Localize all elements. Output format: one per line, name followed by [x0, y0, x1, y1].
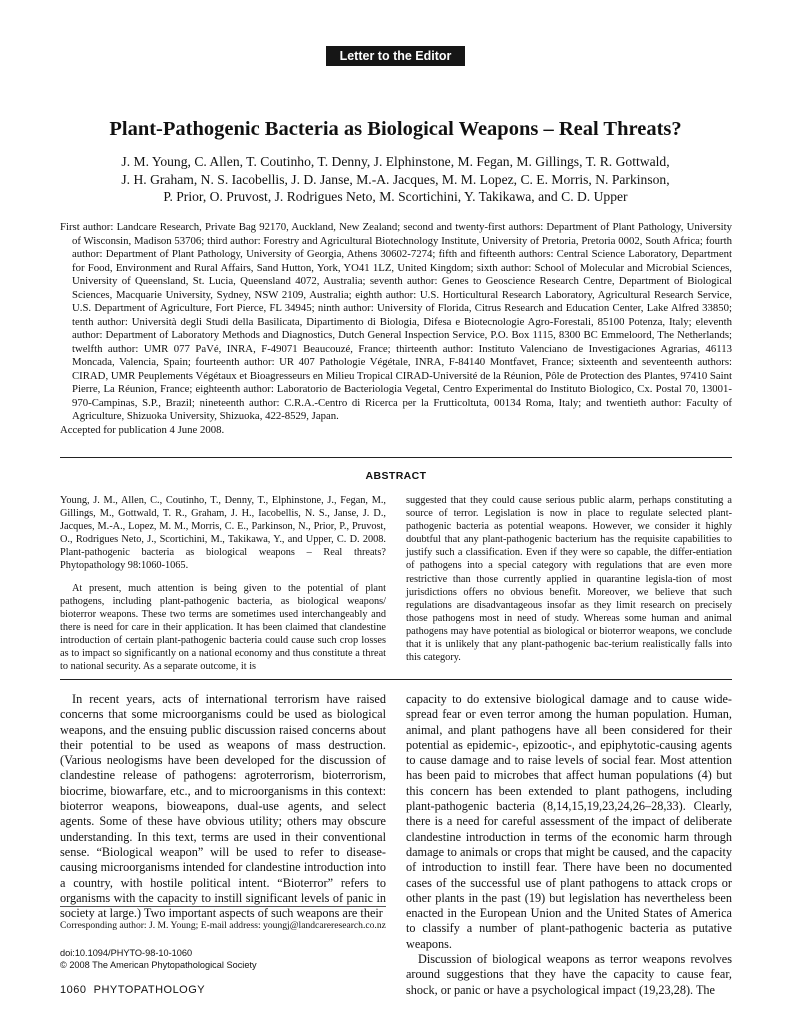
article-type-banner: Letter to the Editor	[326, 46, 465, 66]
accepted-date: Accepted for publication 4 June 2008.	[60, 423, 225, 436]
author-list	[40, 153, 751, 206]
body-paragraph: Discussion of biological weapons as terror weapons revolves around suggestions that they have the capacity to cause fear, shock, or panic or have a psychological impact (19,23,28). The	[406, 952, 732, 997]
article-title: Plant-Pathogenic Bacteria as Biological Weapons – Real Threats?	[109, 118, 682, 140]
abstract-text-right: suggested that they could cause serious public alarm, perhaps constituting a source of terror. Legislation is now in place to regulate selected plant-pathogenic bacteria as potential weapons. However, we consider it highly doubtful that any plant-pathogenic bacterium has the requisite capabilities to justify such a classification. Even if they were so capable, the differ-entiation of pathogens into a special category with regulations that are even more restrictive than those currently applied in quarantine legisla-tion of most jurisdictions offers no obvious benefit. Moreover, we believe that such regulations are disadvantageous insofar as they limit research on precisely those pathogens most in need of study. Whereas some human and animal pathogens may have potential as biological or bioterror weapons, we conclude that it is unlikely that any plant-pathogenic bac-terium realistically falls into this category.	[406, 495, 732, 664]
affiliations-block	[60, 221, 732, 437]
abstract-citation: Young, J. M., Allen, C., Coutinho, T., Denny, T., Elphinstone, J., Fegan, M., Gillings, M., Gottwald, T. R., Graham, J. H., Iacobellis, N. S., Janse, J. D., Jacques, M.-A., Lopez, M. M., Morris, C. E., Parkinson, N., Prior, P., Pruvost, O., Rodrigues Neto, J., Scortichini, M., Takikawa, Y., and Upper, C. D. 2008. Plant-pathogenic bacteria as biological weapons – Real threats? Phytopathology 98:1060-1065.	[60, 495, 386, 572]
affiliations: First author: Landcare Research, Private Bag 92170, Auckland, New Zealand; second and twenty-first authors: Department of Plant Pathology, University of Wisconsin, Madison 53706; third author: Forestry and Agricultural Biotechnology Institute, University of Pretoria, Pretoria 0002, South Africa; fourth author: Department of Plant Pathology, University of Georgia, Athens 30602-7274; fifth and fifteenth authors: Central Science Laboratory, Department for Food, Environment and Rural Affairs, Sand Hutton, York, YO41 1LZ, United Kingdom; sixth author: School of Molecular and Microbial Sciences, University of Queensland, St. Lucia, Queensland 4072, Australia; seventh author: Genes to Geoscience Research Centre, Department of Biological Sciences, Macquarie University, Sydney, NSW 2109, Australia; eighth author: U.S. Horticultural Research Laboratory, Agricultural Research Service, U.S. Department of Agriculture, Fort Pierce, FL 34945; ninth author: University of Florida, Citrus Research and Education Center, Lake Alfred 33850; tenth author: Università degli Studi della Basilicata, Dipartimento di Biologia, Difesa e Biotecnologie Agro-Forestali, 85100 Potenza, Italy; eleventh author: Department of Laboratory Methods and Diagnostics, Dutch General Inspection Service, P.O. Box 1115, 8300 BC Emmeloord, The Netherlands; twelfth author: UMR 077 PaVé, INRA, F-49071 Beaucouzé, France; thirteenth author: Instituto Valenciano de Investigaciones Agrarias, 46113 Moncada, Valencia, Spain; fourteenth author: UR 407 Pathologie Végétale, INRA, F-84140 Montfavet, France; sixteenth and seventeenth authors: CIRAD, UMR Peuplements Végétaux et Bioagresseurs en Milieu Tropical CIRAD-Université de la Réunion, Pôle de Protection des Plantes, 97410 Saint Pierre, La Réunion, France; eighteenth author: Laboratorio de Bacteriologia Vegetal, Centro Experimental do Instituto Biologico, Cx. Postal 70, 13001-970-Campinas, S.P., Brazil; nineteenth author: C.R.A.-Centro di Ricerca per la Frutticoltuta, 00134 Roma, Italy; and twentieth author: Faculty of Agriculture, Shizuoka University, Shizuoka, 422-8529, Japan.	[60, 221, 732, 422]
body-left-column	[60, 692, 386, 921]
author-line: J. H. Graham, N. S. Iacobellis, J. D. Janse, M.-A. Jacques, M. M. Lopez, C. E. Morris, N. Parkinson,	[121, 171, 670, 187]
author-line: P. Prior, O. Pruvost, J. Rodrigues Neto, M. Scortichini, Y. Takikawa, and C. D. Upper	[163, 189, 628, 205]
journal-name: PHYTOPATHOLOGY	[93, 984, 206, 996]
page-number: 1060	[60, 984, 87, 996]
abstract-heading: ABSTRACT	[365, 470, 427, 482]
footnote-rule	[60, 906, 386, 907]
page-footer	[60, 984, 205, 996]
abstract-bottom-rule	[60, 679, 732, 680]
abstract-top-rule	[60, 457, 732, 458]
abstract-left-column	[60, 494, 386, 673]
body-right-column	[406, 692, 732, 998]
body-paragraph: capacity to do extensive biological damage and to cause wide-spread fear or even terror among the human population. Human, animal, and plant pathogens have all been considered for their potential as epidemic-, epizootic-, and epiphytotic-causing agents to cause damage and to raise levels of social fear. Most attention has been paid to microbes that affect human populations (4) but this concern has been extended to plant pathogens, including plant-pathogenic bacteria (8,14,15,19,23,24,26–28,33). Clearly, there is a need for careful assessment of the impact of deliberate clandestine introduction in terms of the economic harm through damage to animals or crops that might be caused, and the capacity of introduction to instill fear. There have been no documented cases of the successful use of plant pathogens to attack crops or other plants in the past (19) but legislation has nevertheless been enacted in the European Union and the United States of America to classify a number of plant-pathogenic bacteria as putative weapons.	[406, 692, 732, 951]
abstract-right-column	[406, 494, 732, 664]
corresponding-author-note: Corresponding author: J. M. Young; E-mail address: youngj@landcareresearch.co.nz	[60, 920, 386, 931]
doi: doi:10.1094/PHYTO-98-10-1060	[60, 948, 193, 958]
body-paragraph: In recent years, acts of international terrorism have raised concerns that some microorganisms could be used as biological weapons, and the ensuing public discussion raised concerns about their potential to be used as weapons of mass destruction. (Various neologisms have been developed for the discussion of clandestine release of pathogens: agroterrorism, bioterrorism, biocrime, biowarfare, etc., and to microorganisms in this context: bioterror weapons, bioweapons, dual-use agents, and select agents. Some of these have obvious utility; others may obscure understanding. In this text, terms are used in their conventional sense. “Biological weapon” will be used to refer to disease-causing microorganisms intended for clandestine introduction into a country, with hostile political intent. “Bioterror” refers to organisms with the capacity to instill significant levels of panic in society at large.) Two important aspects of such weapons are their	[60, 692, 386, 921]
abstract-text-left: At present, much attention is being given to the potential of plant pathogens, including plant-pathogenic bacteria, as biological weapons/ bioterror weapons. These two terms are sometimes used interchangeably and there is need for care in their application. It has been claimed that clandestine introduction of certain plant-pathogenic bacteria could cause such crop losses as to impact so significantly on a national economy and thus constitute a threat to national security. As a separate outcome, it is	[60, 582, 386, 673]
copyright: © 2008 The American Phytopathological Society	[60, 960, 257, 970]
author-line: J. M. Young, C. Allen, T. Coutinho, T. Denny, J. Elphinstone, M. Fegan, M. Gillings, T. R. Gottwald,	[121, 154, 670, 169]
doi-block	[60, 947, 257, 971]
